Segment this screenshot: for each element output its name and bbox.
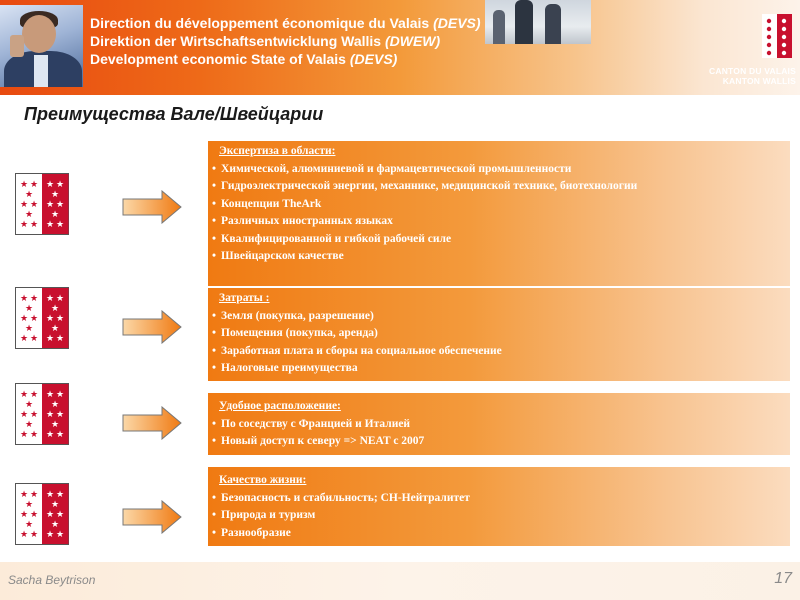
svg-text:★: ★ <box>24 400 34 410</box>
header-people-photo <box>485 0 591 44</box>
svg-text:★: ★ <box>19 430 29 440</box>
list-item: • Гидроэлектрической энергии, механнике, медицинской технике, биотехнологии <box>212 178 784 196</box>
svg-text:★: ★ <box>45 510 55 520</box>
arrow-right-icon <box>122 190 182 224</box>
expertise-panel <box>208 141 790 286</box>
header-abbr-en: (DEVS) <box>349 51 398 67</box>
svg-text:★: ★ <box>24 210 34 220</box>
list-item: • Швейцарском качестве <box>212 248 784 266</box>
svg-text:★: ★ <box>29 334 39 344</box>
svg-text:★: ★ <box>29 200 39 210</box>
arrow-right-icon <box>122 406 182 440</box>
header-title <box>90 14 510 68</box>
svg-text:★: ★ <box>45 294 55 304</box>
svg-text:★: ★ <box>45 430 55 440</box>
svg-text:★: ★ <box>19 314 29 324</box>
svg-text:★: ★ <box>55 314 65 324</box>
list-item: • Помещения (покупка, аренда) <box>212 325 784 343</box>
svg-text:★: ★ <box>45 314 55 324</box>
svg-text:★: ★ <box>55 490 65 500</box>
svg-text:★: ★ <box>50 520 60 530</box>
list-item: • Земля (покупка, разрешение) <box>212 308 784 326</box>
svg-text:★: ★ <box>50 420 60 430</box>
header-line-fr: Direction du développement économique du Valais <box>90 15 430 31</box>
svg-text:★: ★ <box>29 220 39 230</box>
svg-text:★: ★ <box>19 180 29 190</box>
svg-text:★: ★ <box>55 200 65 210</box>
svg-text:★: ★ <box>45 180 55 190</box>
svg-text:★: ★ <box>55 430 65 440</box>
header-line-en: Development economic State of Valais <box>90 51 346 67</box>
svg-text:★: ★ <box>50 210 60 220</box>
valais-flag-icon <box>15 173 69 235</box>
svg-text:★: ★ <box>45 390 55 400</box>
logo-line-fr: CANTON DU VALAIS <box>709 66 796 76</box>
canton-logo-icon <box>762 14 792 58</box>
list-item: • Налоговые преимущества <box>212 360 784 378</box>
header-line-de: Direktion der Wirtschaftsentwicklung Wallis <box>90 33 382 49</box>
svg-text:★: ★ <box>19 530 29 540</box>
list-item: • По соседству с Францией и Италией <box>212 416 784 434</box>
list-item: • Различных иностранных языках <box>212 213 784 231</box>
valais-flag-icon <box>15 383 69 445</box>
svg-text:★: ★ <box>50 324 60 334</box>
list-item: • Квалифицированной и гибкой рабочей силе <box>212 231 784 249</box>
location-panel <box>208 393 790 455</box>
page-number: 17 <box>774 570 792 587</box>
costs-panel <box>208 288 790 381</box>
list-item: • Новый доступ к северу => NEAT с 2007 <box>212 433 784 451</box>
svg-text:★: ★ <box>55 410 65 420</box>
footer <box>0 562 800 600</box>
section-heading: Удобное расположение: <box>219 400 341 412</box>
svg-text:★: ★ <box>50 400 60 410</box>
svg-text:★: ★ <box>29 430 39 440</box>
svg-text:★: ★ <box>55 530 65 540</box>
svg-text:★: ★ <box>45 530 55 540</box>
svg-text:★: ★ <box>19 200 29 210</box>
list-item: • Химической, алюминиевой и фармацевтической промышленности <box>212 161 784 179</box>
svg-text:★: ★ <box>29 314 39 324</box>
svg-text:★: ★ <box>19 510 29 520</box>
section-heading: Качество жизни: <box>219 474 307 486</box>
svg-text:★: ★ <box>45 334 55 344</box>
logo-line-de: KANTON WALLIS <box>722 76 796 86</box>
svg-text:★: ★ <box>55 180 65 190</box>
svg-text:★: ★ <box>29 510 39 520</box>
valais-flag-icon <box>15 483 69 545</box>
svg-text:★: ★ <box>29 294 39 304</box>
footer-author: Sacha Beytrison <box>8 573 96 587</box>
header-photo <box>0 5 83 87</box>
svg-text:★: ★ <box>19 334 29 344</box>
header-abbr-de: (DWEW) <box>384 33 441 49</box>
svg-text:★: ★ <box>19 294 29 304</box>
svg-text:★: ★ <box>55 294 65 304</box>
page-title: Преимущества Вале/Швейцарии <box>24 104 324 124</box>
svg-text:★: ★ <box>45 220 55 230</box>
svg-text:★: ★ <box>29 490 39 500</box>
list-item: • Природа и туризм <box>212 507 784 525</box>
svg-text:★: ★ <box>24 420 34 430</box>
svg-text:★: ★ <box>19 410 29 420</box>
svg-text:★: ★ <box>50 304 60 314</box>
svg-text:★: ★ <box>19 220 29 230</box>
list-item: • Заработная плата и сборы на социальное обеспечение <box>212 343 784 361</box>
list-item: • Разнообразие <box>212 525 784 543</box>
svg-text:★: ★ <box>55 334 65 344</box>
svg-text:★: ★ <box>55 220 65 230</box>
svg-text:★: ★ <box>45 200 55 210</box>
quality-of-life-panel <box>208 467 790 546</box>
svg-text:★: ★ <box>50 190 60 200</box>
svg-text:★: ★ <box>24 520 34 530</box>
svg-text:★: ★ <box>24 304 34 314</box>
svg-text:★: ★ <box>24 324 34 334</box>
svg-text:★: ★ <box>55 390 65 400</box>
list-item: • Безопасность и стабильность; CH-Нейтралитет <box>212 490 784 508</box>
section-heading: Экспертиза в области: <box>219 145 336 157</box>
svg-text:★: ★ <box>29 180 39 190</box>
list-item: • Концепции TheArk <box>212 196 784 214</box>
svg-text:★: ★ <box>45 410 55 420</box>
header-banner <box>0 0 800 95</box>
svg-text:★: ★ <box>29 390 39 400</box>
svg-text:★: ★ <box>29 530 39 540</box>
svg-text:★: ★ <box>24 500 34 510</box>
svg-text:★: ★ <box>50 500 60 510</box>
arrow-right-icon <box>122 500 182 534</box>
svg-text:★: ★ <box>55 510 65 520</box>
svg-text:★: ★ <box>29 410 39 420</box>
arrow-right-icon <box>122 310 182 344</box>
svg-text:★: ★ <box>45 490 55 500</box>
valais-flag-icon <box>15 287 69 349</box>
svg-text:★: ★ <box>19 490 29 500</box>
header-abbr-fr: (DEVS) <box>433 15 481 31</box>
canton-logo-text <box>690 66 796 86</box>
svg-text:★: ★ <box>24 190 34 200</box>
svg-text:★: ★ <box>19 390 29 400</box>
section-heading: Затраты : <box>219 292 270 304</box>
